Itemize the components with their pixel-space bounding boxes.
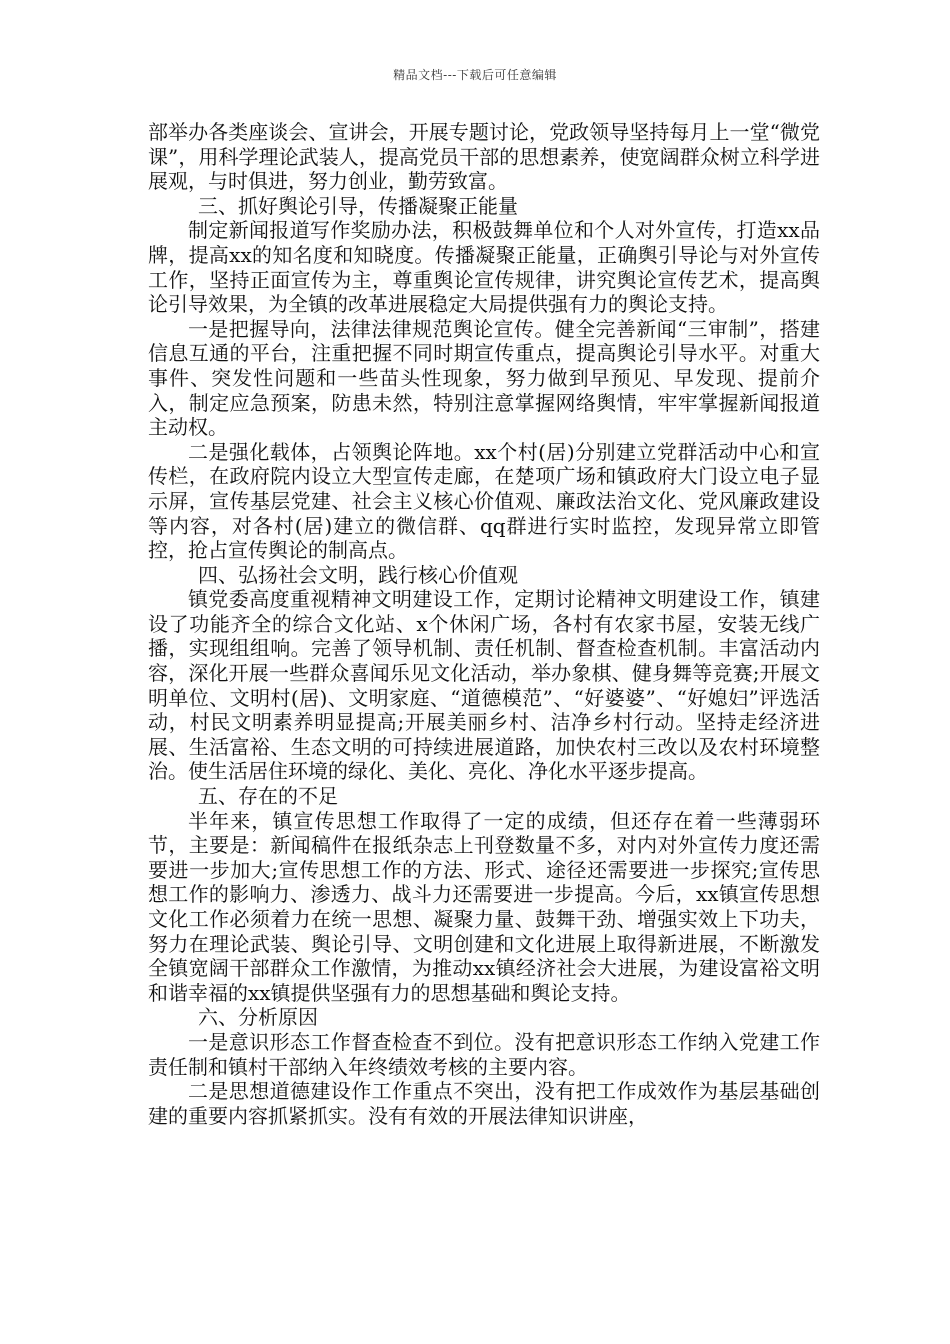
section-heading-6: 六、分析原因 — [198, 1005, 318, 1030]
paragraph-continuation: 部举办各类座谈会、宣讲会，开展专题讨论，党政领导坚持每月上一堂“微党课”，用科学理论武装人，提高党员干部的思想素养，使宽阔群众树立科学进展观，与时俱进，努力创业，勤劳致富。 — [148, 120, 820, 194]
page-header: 精品文档---下载后可任意编辑 — [393, 68, 557, 82]
section-heading-3: 三、抓好舆论引导，传播凝聚正能量 — [198, 193, 518, 218]
document-body — [148, 120, 820, 1128]
paragraph: 二是强化载体，占领舆论阵地。xx个村(居)分别建立党群活动中心和宣传栏，在政府院内设立大型宣传走廊，在楚项广场和镇政府大门设立电子显示屏，宣传基层党建、社会主义核心价值观、廉政法治文化、党风廉政建设等内容，对各村(居)建立的微信群、qq群进行实时监控，发现异常立即管控，抢占宣传舆论的制高点。 — [148, 439, 820, 563]
paragraph: 一是把握导向，法律法律规范舆论宣传。健全完善新闻“三审制”，搭建信息互通的平台，注重把握不同时期宣传重点，提高舆论引导水平。对重大事件、突发性问题和一些苗头性现象，努力做到早预见、早发现、提前介入，制定应急预案，防患未然，特别注意掌握网络舆情，牢牢掌握新闻报道主动权。 — [148, 316, 820, 440]
paragraph: 二是思想道德建设作工作重点不突出，没有把工作成效作为基层基础创建的重要内容抓紧抓实。没有有效的开展法律知识讲座， — [148, 1079, 820, 1128]
section-heading-5: 五、存在的不足 — [198, 784, 338, 809]
paragraph: 一是意识形态工作督查检查不到位。没有把意识形态工作纳入党建工作责任制和镇村干部纳入年终绩效考核的主要内容。 — [148, 1029, 820, 1079]
section-heading-4: 四、弘扬社会文明，践行核心价值观 — [198, 562, 518, 587]
paragraph: 制定新闻报道写作奖励办法，积极鼓舞单位和个人对外宣传，打造xx品牌，提高xx的知名度和知晓度。传播凝聚正能量，正确舆引导论与对外宣传工作，坚持正面宣传为主，尊重舆论宣传规律，讲究舆论宣传艺术，提高舆论引导效果，为全镇的改革进展稳定大局提供强有力的舆论支持。 — [148, 218, 820, 317]
paragraph: 镇党委高度重视精神文明建设工作，定期讨论精神文明建设工作，镇建设了功能齐全的综合文化站、x个休闲广场，各村有农家书屋，安装无线广播，实现组组响。完善了领导机制、责任机制、督查检查机制。丰富活动内容，深化开展一些群众喜闻乐见文化活动，举办象棋、健身舞等竞赛;开展文明单位、文明村(居)、文明家庭、“道德模范”、“好婆婆”、“好媳妇”评选活动，村民文明素养明显提高;开展美丽乡村、洁净乡村行动。坚持走经济进展、生活富裕、生态文明的可持续进展道路，加快农村三改以及农村环境整治。使生活居住环境的绿化、美化、亮化、净化水平逐步提高。 — [148, 587, 820, 784]
paragraph: 半年来，镇宣传思想工作取得了一定的成绩，但还存在着一些薄弱环节，主要是：新闻稿件在报纸杂志上刊登数量不多，对内对外宣传力度还需要进一步加大;宣传思想工作的方法、形式、途径还需要进一步探究;宣传思想工作的影响力、渗透力、战斗力还需要进一步提高。今后，xx镇宣传思想文化工作必须着力在统一思想、凝聚力量、鼓舞干劲、增强实效上下功夫，努力在理论武装、舆论引导、文明创建和文化进展上取得新进展，不断激发全镇宽阔干部群众工作激情，为推动xx镇经济社会大进展，为建设富裕文明和谐幸福的xx镇提供坚强有力的思想基础和舆论支持。 — [148, 808, 820, 1005]
